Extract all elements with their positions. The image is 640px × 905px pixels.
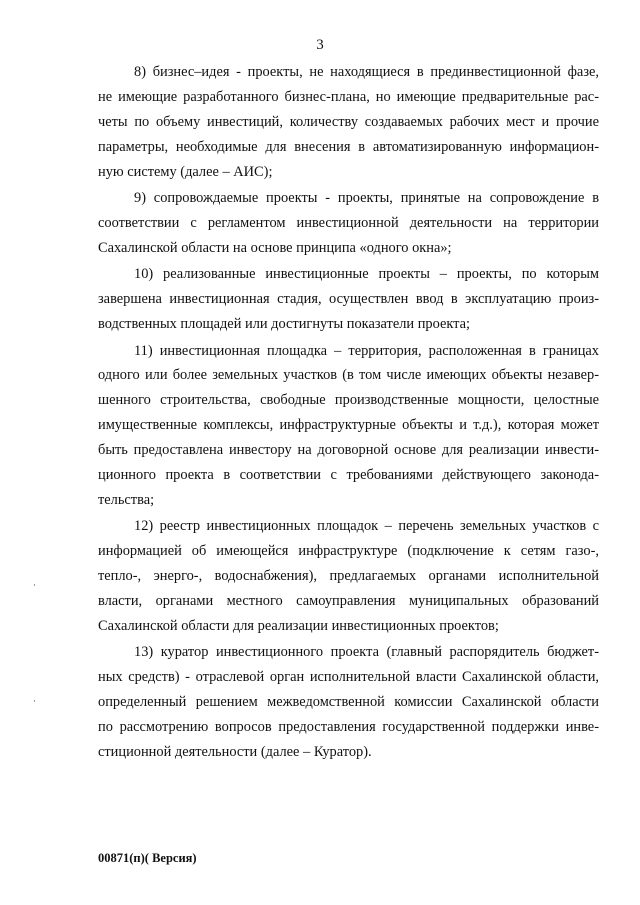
text-line: завершена инвестиционная стадия, осуществлен ввод в эксплуатацию произ- bbox=[98, 291, 599, 308]
text-line: шенного строительства, свободные производственные мощности, целостные bbox=[98, 392, 599, 409]
paragraph bbox=[98, 339, 599, 513]
text-line: 8) бизнес–идея - проекты, не находящиеся в прединвестиционной фазе, bbox=[134, 64, 599, 80]
text-line: власти, органами местного самоуправления муниципальных образований bbox=[98, 593, 599, 610]
document-footer: 00871(п)( Версия) bbox=[98, 851, 197, 865]
page-number: 3 bbox=[316, 37, 324, 53]
text-line: ную систему (далее – АИС); bbox=[98, 163, 273, 180]
text-line: четы по объему инвестиций, количеству создаваемых рабочих мест и прочие bbox=[98, 113, 599, 130]
paragraph bbox=[98, 640, 599, 764]
text-line: информацией об имеющейся инфраструктуре (подключение к сетям газо-, bbox=[98, 543, 599, 560]
text-line: 11) инвестиционная площадка – территория, расположенная в границах bbox=[134, 342, 599, 359]
text-line: имущественные комплексы, инфраструктурные объекты и т.д.), которая может bbox=[98, 417, 599, 434]
text-line: 13) куратор инвестиционного проекта (главный распорядитель бюджет- bbox=[134, 644, 599, 661]
text-line: соответствии с регламентом инвестиционной деятельности на территории bbox=[98, 214, 599, 231]
text-line: тельства; bbox=[98, 491, 155, 508]
text-line: параметры, необходимые для внесения в автоматизированную информацион- bbox=[98, 138, 599, 155]
paragraph bbox=[98, 514, 599, 638]
text-line: 10) реализованные инвестиционные проекты – проекты, по которым bbox=[134, 266, 599, 283]
text-line: ционного проекта в соответствии с требованиями действующего законода- bbox=[98, 467, 599, 484]
scan-speck bbox=[34, 700, 35, 702]
document-body bbox=[98, 60, 599, 767]
text-line: определенный решением межведомственной комиссии Сахалинской области bbox=[98, 694, 599, 711]
text-line: тепло-, энерго-, водоснабжения), предлагаемых органами исполнительной bbox=[98, 568, 599, 585]
text-line: стиционной деятельности (далее – Куратор). bbox=[98, 744, 372, 761]
text-line: одного или более земельных участков (в том числе имеющих объекты незавер- bbox=[98, 367, 599, 384]
paragraph bbox=[98, 186, 599, 261]
scan-speck bbox=[34, 584, 35, 586]
text-line: не имеющие разработанного бизнес-плана, но имеющие предварительные рас- bbox=[98, 88, 599, 105]
text-line: 9) сопровождаемые проекты - проекты, принятые на сопровождение в bbox=[134, 190, 599, 207]
paragraph bbox=[98, 60, 599, 184]
text-line: быть предоставлена инвестору на договорной основе для реализации инвести- bbox=[98, 442, 599, 459]
text-line: Сахалинской области для реализации инвестиционных проектов; bbox=[98, 617, 499, 634]
text-line: 12) реестр инвестиционных площадок – перечень земельных участков с bbox=[134, 518, 599, 535]
text-line: по рассмотрению вопросов предоставления государственной поддержки инве- bbox=[98, 719, 599, 736]
text-line: Сахалинской области на основе принципа «одного окна»; bbox=[98, 239, 452, 256]
text-line: водственных площадей или достигнуты показатели проекта; bbox=[98, 316, 470, 333]
paragraph bbox=[98, 262, 599, 337]
text-line: ных средств) - отраслевой орган исполнительной власти Сахалинской области, bbox=[98, 669, 599, 686]
